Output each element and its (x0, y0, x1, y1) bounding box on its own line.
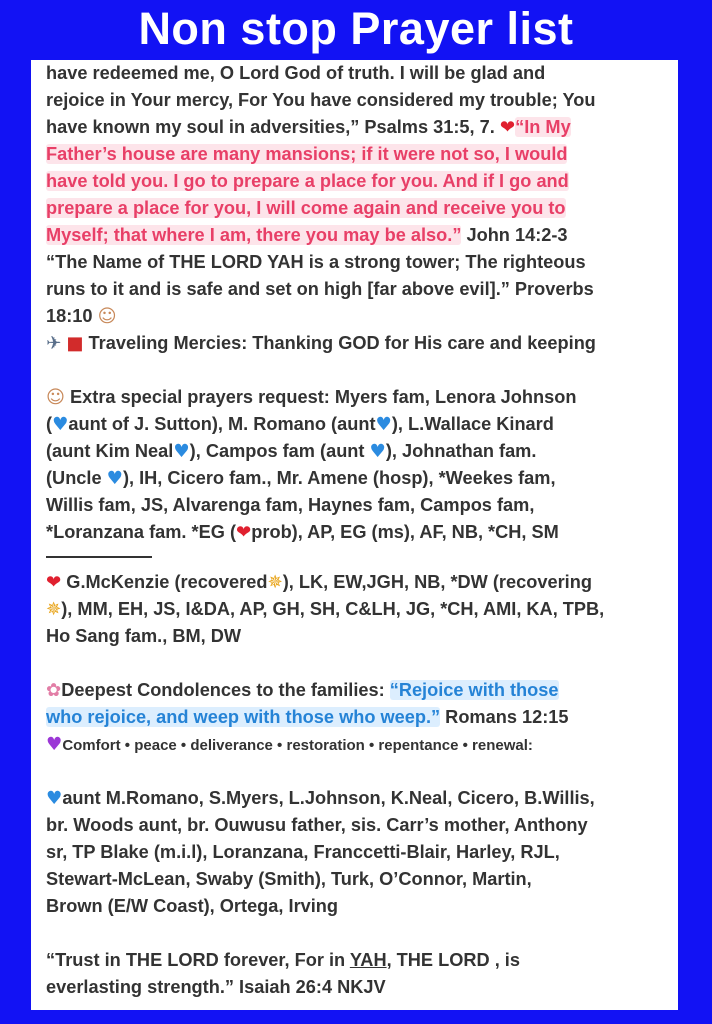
text-line: Brown (E/W Coast), Ortega, Irving (46, 896, 339, 916)
highlighted-quote: “Rejoice with those (389, 680, 559, 700)
highlighted-quote: “In My (515, 117, 571, 137)
text-segment: ), IH, Cicero fam., Mr. Amene (hosp), *Weekes fam, (122, 468, 556, 488)
text-segment: ), Campos fam (aunt (189, 441, 370, 461)
raised-hands-icon: ✵ (267, 572, 283, 593)
text-line: everlasting strength.” Isaiah 26:4 NKJV (46, 977, 386, 997)
highlighted-quote: Father’s house are many mansions; if it were not so, I would (46, 144, 568, 164)
text-segment: Traveling Mercies: Thanking GOD for His care and keeping (83, 333, 596, 353)
blue-heart-icon: ♥ (375, 414, 392, 435)
text-segment: Deepest Condolences to the families: (61, 680, 390, 700)
text-segment: , THE LORD , is (386, 950, 520, 970)
text-line (46, 677, 676, 704)
text-segment: “Trust in THE LORD forever, For in (46, 950, 350, 970)
text-segment: *Loranzana fam. *EG ( (46, 522, 237, 542)
text-line (46, 411, 676, 438)
text-line: sr, TP Blake (m.i.l), Loranzana, Franccetti-Blair, Harley, RJL, (46, 842, 560, 862)
highlighted-quote: Myself; that where I am, there you may be also.” (46, 225, 462, 245)
text-line (46, 731, 676, 758)
text-line (46, 704, 676, 731)
scripture-reference: John 14:2-3 (461, 225, 568, 245)
text-segment: have known my soul in adversities,” Psalms 31:5, 7. (46, 117, 500, 137)
red-heart-icon: ❤ (236, 522, 252, 543)
text-line (46, 569, 676, 596)
text-line (46, 168, 676, 195)
underlined-word: YAH (349, 950, 387, 970)
text-segment: aunt of J. Sutton), M. Romano (aunt (68, 414, 376, 434)
text-line: Willis fam, JS, Alvarenga fam, Haynes fam, Campos fam, (46, 495, 535, 515)
text-segment: Extra special prayers request: Myers fam, Lenora Johnson (64, 387, 577, 407)
text-segment: ), L.Wallace Kinard (391, 414, 554, 434)
text-line (46, 141, 676, 168)
text-segment: Comfort • peace • deliverance • restoration • repentance • renewal: (62, 737, 533, 754)
scripture-reference: Romans 12:15 (440, 707, 569, 727)
text-line: Ho Sang fam., BM, DW (46, 626, 242, 646)
text-segment: ), MM, EH, JS, I&DA, AP, GH, SH, C&LH, JG, *CH, AMI, KA, TPB, (61, 599, 605, 619)
text-segment: (aunt Kim Neal (46, 441, 174, 461)
blue-heart-icon: ♥ (52, 414, 69, 435)
text-line (46, 947, 676, 974)
text-line: Stewart-McLean, Swaby (Smith), Turk, O’Connor, Martin, (46, 869, 532, 889)
mending-heart-icon: ❤ (46, 572, 62, 593)
text-line (46, 785, 676, 812)
red-heart-icon: ❤ (499, 117, 516, 138)
text-segment: aunt M.Romano, S.Myers, L.Johnson, K.Neal, Cicero, B.Willis, (62, 788, 595, 808)
text-line (46, 465, 676, 492)
text-line (46, 195, 676, 222)
text-segment: prob), AP, EG (ms), AF, NB, *CH, SM (251, 522, 559, 542)
text-line (46, 438, 676, 465)
text-segment: ), LK, EW,JGH, NB, *DW (recovering (282, 572, 592, 592)
text-line: runs to it and is safe and set on high [far above evil].” Proverbs (46, 279, 594, 299)
raised-hands-icon: ✵ (46, 599, 62, 620)
airplane-icon: ✈ (46, 333, 62, 354)
highlighted-quote: prepare a place for you, I will come again and receive you to (46, 198, 566, 218)
prayer-list-text (46, 60, 676, 1001)
blue-heart-icon: ♥ (106, 468, 123, 489)
blue-heart-icon: ♥ (369, 441, 386, 462)
text-line (46, 384, 676, 411)
text-segment: (Uncle (46, 468, 107, 488)
text-line (46, 519, 676, 546)
text-line: “The Name of THE LORD YAH is a strong tower; The righteous (46, 252, 586, 272)
text-line: rejoice in Your mercy, For You have considered my trouble; You (46, 90, 596, 110)
blue-heart-icon: ♥ (46, 788, 63, 809)
page-title: Non stop Prayer list (138, 3, 574, 54)
highlighted-quote: have told you. I go to prepare a place for you. And if I go and (46, 171, 569, 191)
text-line (46, 596, 676, 623)
text-line (46, 330, 676, 357)
text-line (46, 303, 676, 330)
text-line (46, 222, 676, 249)
bouquet-icon: ✿ (46, 680, 62, 701)
text-segment: ( (46, 414, 53, 434)
text-line: br. Woods aunt, br. Ouwusu father, sis. Carr’s mother, Anthony (46, 815, 588, 835)
praying-hands-icon: ☺ (97, 306, 117, 327)
highlighted-quote: who rejoice, and weep with those who weep.” (46, 707, 441, 727)
divider (46, 556, 152, 558)
text-line (46, 114, 676, 141)
car-icon: ■ (66, 333, 84, 354)
blue-heart-icon: ♥ (173, 441, 190, 462)
text-segment: ), Johnathan fam. (385, 441, 537, 461)
purple-heart-icon: ♥ (46, 734, 63, 755)
praying-hands-icon: ☺ (46, 387, 65, 408)
text-segment: 18:10 (46, 306, 98, 326)
text-segment: G.McKenzie (recovered (61, 572, 268, 592)
text-line: have redeemed me, O Lord God of truth. I will be glad and (46, 63, 546, 83)
prayer-list-panel (31, 60, 678, 1010)
